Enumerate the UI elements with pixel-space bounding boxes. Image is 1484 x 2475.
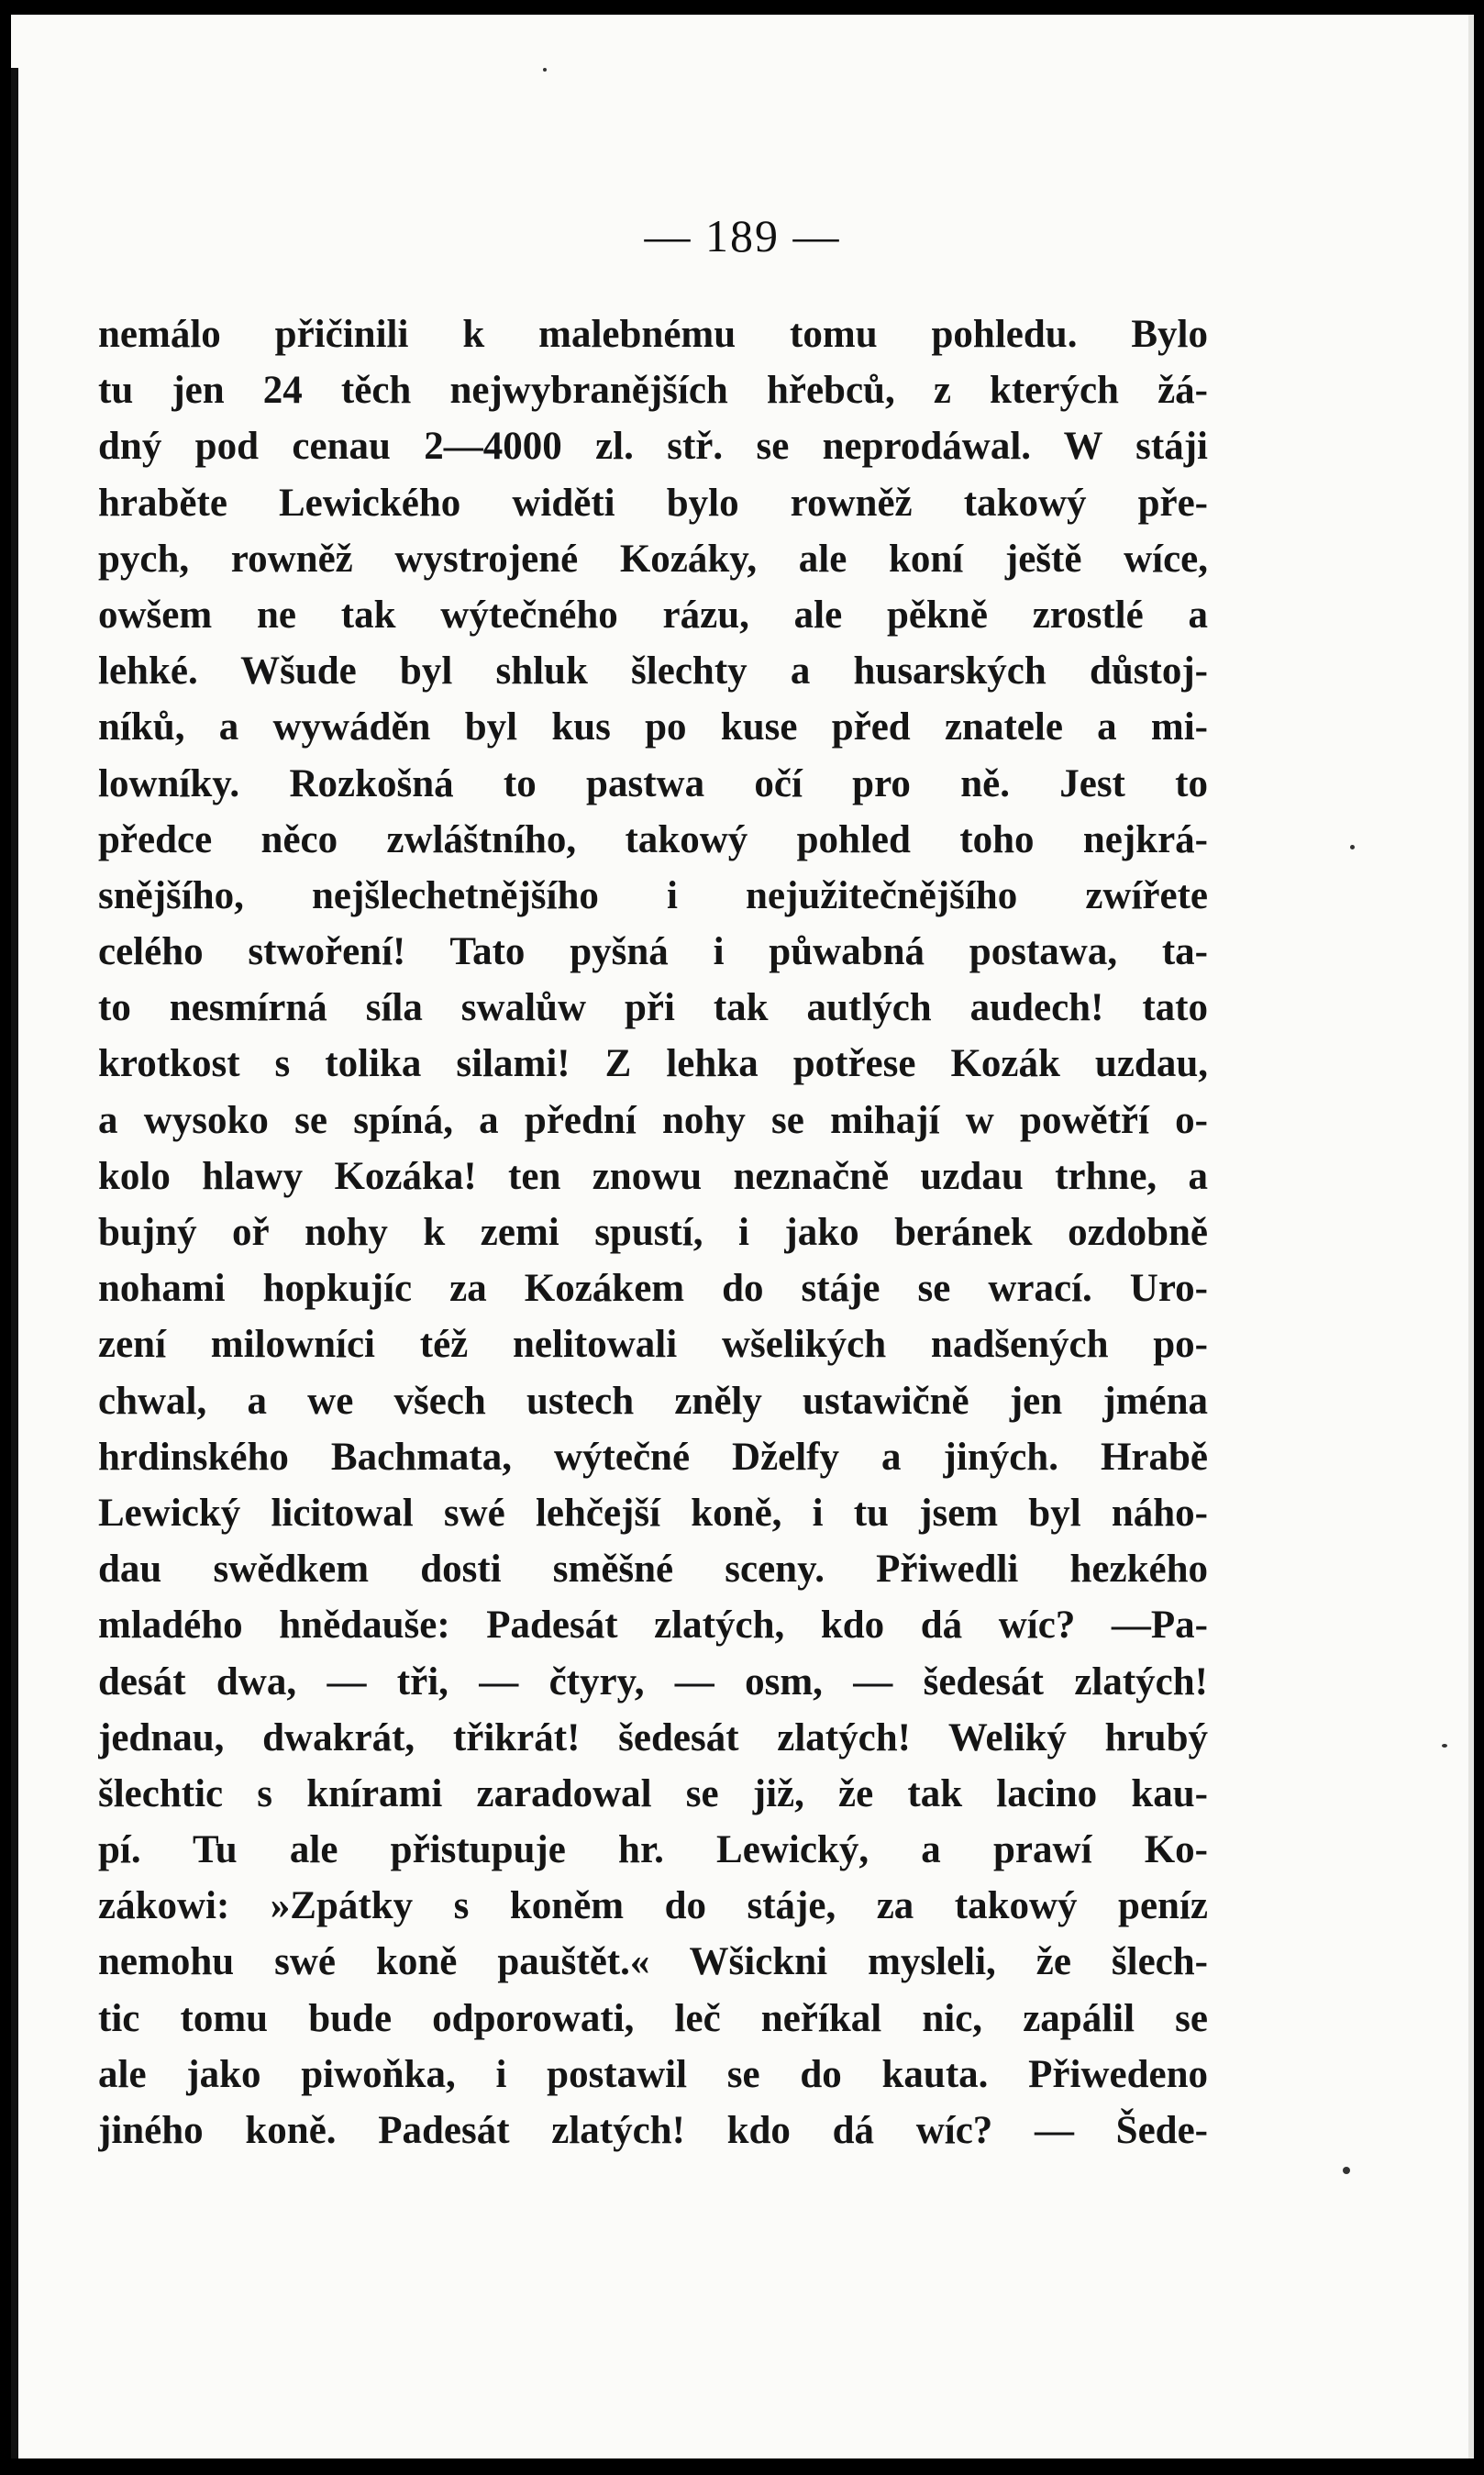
text-line: šlechtic s knírami zaradowal se již, že tak lacino kau- [98, 1771, 1208, 1815]
text-line: desát dwa, — tři, — čtyry, — osm, — šedesát zlatých! [98, 1659, 1208, 1704]
text-line: zení milowníci též nelitowali wšelikých nadšených po- [98, 1323, 1208, 1367]
text-line: pí. Tu ale přistupuje hr. Lewický, a prawí Ko- [98, 1828, 1208, 1872]
text-line: níků, a wywáděn byl kus po kuse před znatele a mi- [98, 705, 1208, 749]
book-page [11, 15, 1474, 2458]
text-line: bujný oř nohy k zemi spustí, i jako beránek ozdobně [98, 1211, 1208, 1254]
text-line: dau swědkem dosti směšné sceny. Přiwedli hezkého [98, 1548, 1208, 1592]
paper-speck [1343, 2167, 1350, 2174]
text-line: Lewický licitowal swé lehčejší koně, i tu jsem byl náho- [98, 1491, 1208, 1535]
text-line: jiného koně. Padesát zlatých! kdo dá wíc? — Šede- [98, 2109, 1208, 2152]
text-line: tu jen 24 těch nejwybranějších hřebců, z kterých žá- [98, 369, 1208, 413]
text-line: celého stwoření! Tato pyšná i půwabná postawa, ta- [98, 930, 1208, 974]
text-line: chwal, a we všech ustech zněly ustawičně jen jména [98, 1379, 1208, 1423]
text-line: krotkost s tolika silami! Z lehka potřese Kozák uzdau, [98, 1042, 1208, 1086]
text-line: owšem ne tak wýtečného rázu, ale pěkně zrostlé a [98, 593, 1208, 637]
page-right-edge [1468, 15, 1474, 2458]
text-line: hraběte Lewického widěti bylo rowněž takowý pře- [98, 481, 1208, 525]
text-line: kolo hlawy Kozáka! ten znowu neznačně uzdau trhne, a [98, 1154, 1208, 1198]
text-line: lehké. Wšude byl shluk šlechty a husarských důstoj- [98, 649, 1208, 694]
text-line: předce něco zwláštního, takowý pohled toho nejkrá- [98, 817, 1208, 861]
text-line: zákowi: »Zpátky s koněm do stáje, za takowý peníz [98, 1884, 1208, 1928]
text-line: pych, rowněž wystrojené Kozáky, ale koní ještě wíce, [98, 537, 1208, 581]
text-line: ale jako piwoňka, i postawil se do kauta. Přiwedeno [98, 2052, 1208, 2096]
page-number: — 189 — [644, 210, 841, 261]
body-text [98, 306, 1208, 2159]
text-line: nohami hopkujíc za Kozákem do stáje se wrací. Uro- [98, 1267, 1208, 1311]
paper-speck [1350, 845, 1355, 849]
text-line: to nesmírná síla swalůw při tak autlých audech! tato [98, 986, 1208, 1030]
text-line: a wysoko se spíná, a přední nohy se mihají w powětří o- [98, 1098, 1208, 1142]
text-line: lowníky. Rozkošná to pastwa očí pro ně. Jest to [98, 761, 1208, 805]
text-line: hrdinského Bachmata, wýtečné Dželfy a jiných. Hrabě [98, 1435, 1208, 1479]
text-line: snějšího, nejšlechetnějšího i nejužitečnějšího zwířete [98, 873, 1208, 917]
text-line: dný pod cenau 2—4000 zl. stř. se neprodáwal. W stáji [98, 425, 1208, 469]
text-line: jednau, dwakrát, třikrát! šedesát zlatých! Weliký hrubý [98, 1715, 1208, 1759]
paper-speck [1442, 1744, 1447, 1748]
text-line: nemálo přičinili k malebnému tomu pohledu. Bylo [98, 313, 1208, 356]
page-left-edge [11, 68, 18, 2458]
text-line: mladého hnědauše: Padesát zlatých, kdo dá wíc? —Pa- [98, 1604, 1208, 1648]
text-line: tic tomu bude odporowati, leč neříkal nic, zapálil se [98, 1996, 1208, 2040]
text-line: nemohu swé koně pauštět.« Wšickni mysleli, že šlech- [98, 1940, 1208, 1984]
paper-speck [543, 68, 547, 72]
